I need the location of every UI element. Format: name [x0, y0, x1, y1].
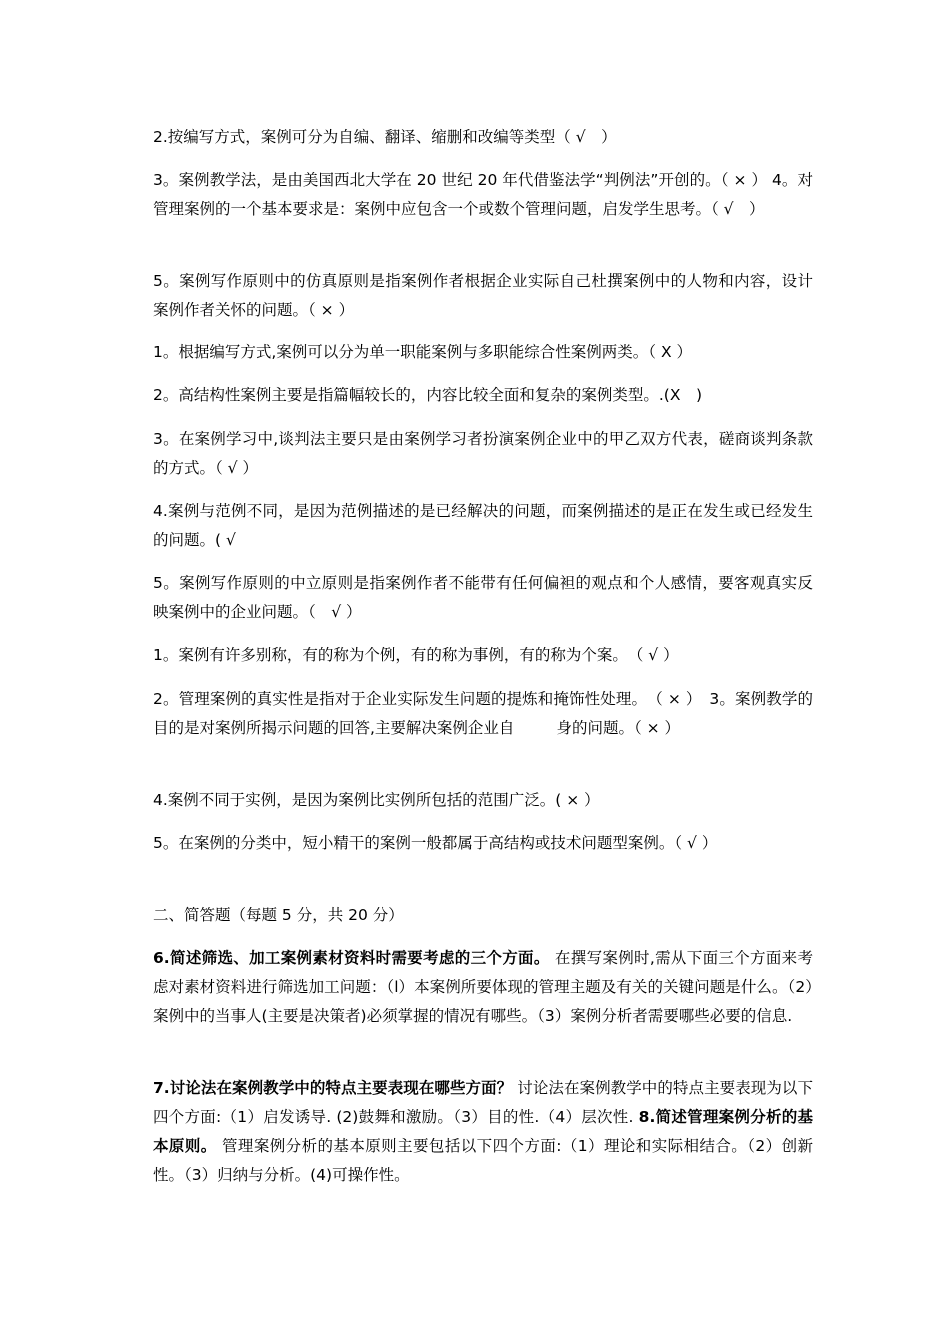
paragraph-10: [153, 685, 813, 743]
question-8-answer: 管理案例分析的基本原则主要包括以下四个方面:（1）理论和实际相结合。（2）创新性。（3）归纳与分析。(4)可操作性。: [153, 1137, 813, 1184]
paragraph-11: [153, 786, 813, 815]
paragraph-1: [153, 123, 813, 152]
paragraph-3-text: 5。案例写作原则中的仿真原则是指案例作者根据企业实际自己杜撰案例中的人物和内容，设计案例作者关怀的问题。（ × ）: [153, 272, 813, 319]
paragraph-12: [153, 829, 813, 858]
paragraph-5: [153, 381, 813, 410]
paragraph-4: [153, 338, 813, 367]
paragraph-6: [153, 425, 813, 483]
paragraph-5-text: 2。高结构性案例主要是指篇幅较长的，内容比较全面和复杂的案例类型。.(X ): [153, 386, 703, 404]
paragraph-3: [153, 267, 813, 325]
question-7-title: 7.讨论法在案例教学中的特点主要表现在哪些方面？: [153, 1079, 513, 1097]
question-6-answer: 在撰写案例时,需从下面三个方面来考虑对素材资料进行筛选加工问题：（l）本案例所要体现的管理主题及有关的关键问题是什么。（2）案例中的当事人(主要是决策者)必须掌握的情况有哪些。（3）案例分析者需要哪些必要的信息.: [153, 949, 813, 1025]
paragraph-10-text-cont: 身的问题。（ × ）: [556, 719, 681, 737]
section-heading-text: 二、简答题（每题 5 分，共 20 分）: [153, 906, 404, 924]
section-heading: [153, 901, 813, 930]
paragraph-9-text: 1。案例有许多别称，有的称为个例，有的称为事例，有的称为个案。 （ √ ）: [153, 646, 679, 664]
paragraph-7: [153, 497, 813, 555]
paragraph-7-text: 4.案例与范例不同，是因为范例描述的是已经解决的问题，而案例描述的是正在发生或已经发生的问题。( √: [153, 502, 813, 549]
paragraph-1-text: 2.按编写方式，案例可分为自编、翻译、缩删和改编等类型（ √ ）: [153, 128, 617, 146]
paragraph-6-text: 3。在案例学习中,谈判法主要只是由案例学习者扮演案例企业中的甲乙双方代表，磋商谈判条款的方式。（ √ ）: [153, 430, 813, 477]
paragraph-12-text: 5。在案例的分类中，短小精干的案例一般都属于高结构或技术问题型案例。（ √ ）: [153, 834, 718, 852]
question-6-title: 6.简述筛选、加工案例素材资料时需要考虑的三个方面。: [153, 949, 550, 967]
paragraph-10-text: 2。管理案例的真实性是指对于企业实际发生问题的提炼和掩饰性处理。 （ × ） 3。案例教学的目的是对案例所揭示问题的回答,主要解决案例企业自: [153, 690, 813, 737]
paragraph-13: [153, 944, 813, 1031]
paragraph-2-text: 3。案例教学法，是由美国西北大学在 20 世纪 20 年代借鉴法学“判例法”开创的。（ × ） 4。对管理案例的一个基本要求是：案例中应包含一个或数个管理问题，启发学生思考。（ √ ）: [153, 171, 813, 218]
paragraph-9: [153, 641, 813, 670]
paragraph-14: [153, 1074, 813, 1190]
paragraph-8-text: 5。案例写作原则的中立原则是指案例作者不能带有任何偏袒的观点和个人感情，要客观真实反映案例中的企业问题。（ √ ）: [153, 574, 813, 621]
paragraph-11-text: 4.案例不同于实例，是因为案例比实例所包括的范围广泛。( × ）: [153, 791, 600, 809]
paragraph-2: [153, 166, 813, 224]
paragraph-4-text: 1。根据编写方式,案例可以分为单一职能案例与多职能综合性案例两类。（ X ）: [153, 343, 693, 361]
question-8-title: 8.简述管理案例分析的基本原则。: [153, 1108, 813, 1155]
paragraph-8: [153, 569, 813, 627]
question-7-answer: 讨论法在案例教学中的特点主要表现为以下四个方面:（1）启发诱导. (2)鼓舞和激励。（3）目的性.（4）层次性.: [153, 1079, 813, 1126]
